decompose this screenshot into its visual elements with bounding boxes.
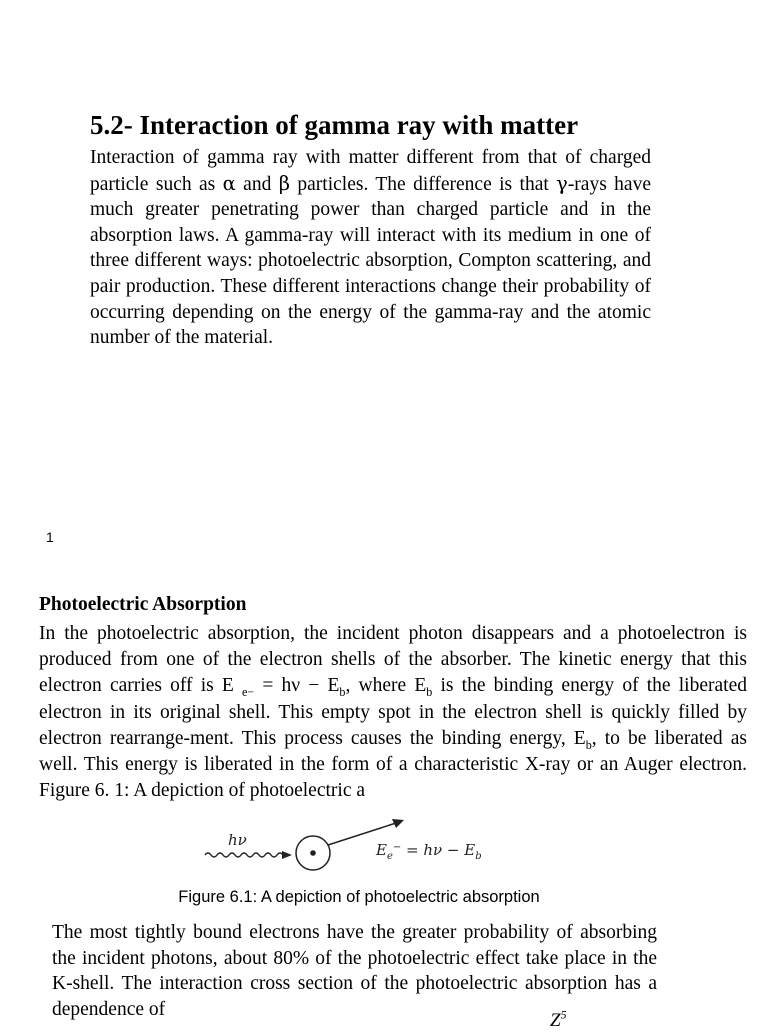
cross-section-formula: [550, 1010, 566, 1032]
energy-equation: $E_e^- = h\nu - E_b$: [376, 841, 482, 862]
photoelectric-paragraph: [39, 621, 747, 831]
photo-text-5: , to be liberated as well. This energy is liberated in the form of a characteristic X-ray or an Auger electron. Figure 6. 1: A depiction of photoelectric a: [39, 727, 747, 802]
subscript-b: b: [426, 685, 433, 700]
subscript-b: b: [339, 685, 346, 700]
photo-text-1: In the photoelectric absorption, the incident photon disappears and a photoelectron is produced from one of the electron shells of the absorber. The kinetic energy that this electron carries off is E: [39, 623, 747, 697]
beta-symbol: β: [278, 171, 291, 195]
intro-and: and: [235, 173, 279, 195]
nucleus-icon: [310, 850, 316, 856]
intro-paragraph: [90, 145, 651, 351]
photon-label: hν: [228, 831, 247, 849]
intro-text-1: Interaction of gamma ray with matter different from that of charged particle such as: [90, 147, 651, 195]
intro-text-3: -rays have much greater penetrating power than charged particle and in the absorption laws. A gamma-ray will interact with its medium in one of three different ways: photoelectric absorption, Compton scattering, and pair production. These different interactions change their probability of occurring depending on the energy of the gamma-ray and the atomic number of the material.: [90, 173, 651, 349]
subscript-e: e−: [241, 685, 255, 700]
formula-exponent: 5: [560, 1008, 567, 1022]
photoelectric-figure: [200, 815, 500, 875]
photo-text-2: = hν − E: [254, 675, 340, 697]
tightly-bound-paragraph: The most tightly bound electrons have the greater probability of absorbing the incident photons, about 80% of the photoelectric effect take place in the K-shell. The interaction cross section of the photoelectric absorption has a dependence of: [52, 922, 657, 1020]
photon-arrow-icon: [282, 851, 292, 859]
photo-text-3: , where E: [345, 675, 427, 697]
gamma-symbol: γ: [556, 171, 568, 195]
intro-text-2: particles. The difference is that: [290, 173, 557, 195]
page-number: 1: [46, 529, 54, 545]
subsection-title: Photoelectric Absorption: [39, 594, 247, 615]
figure-caption: Figure 6.1: A depiction of photoelectric absorption: [178, 888, 540, 906]
subscript-b: b: [585, 737, 592, 752]
section-title: 5.2- Interaction of gamma ray with matter: [90, 110, 579, 140]
photon-wave-icon: [205, 853, 283, 857]
formula-base: Z: [550, 1010, 561, 1031]
photo-text-4: is the binding energy of the liberated electron in its original shell. This empty spot in the electron shell is quickly filled by electron rearrange-ment. This process causes the binding energy, E: [39, 675, 747, 749]
alpha-symbol: α: [222, 171, 236, 195]
